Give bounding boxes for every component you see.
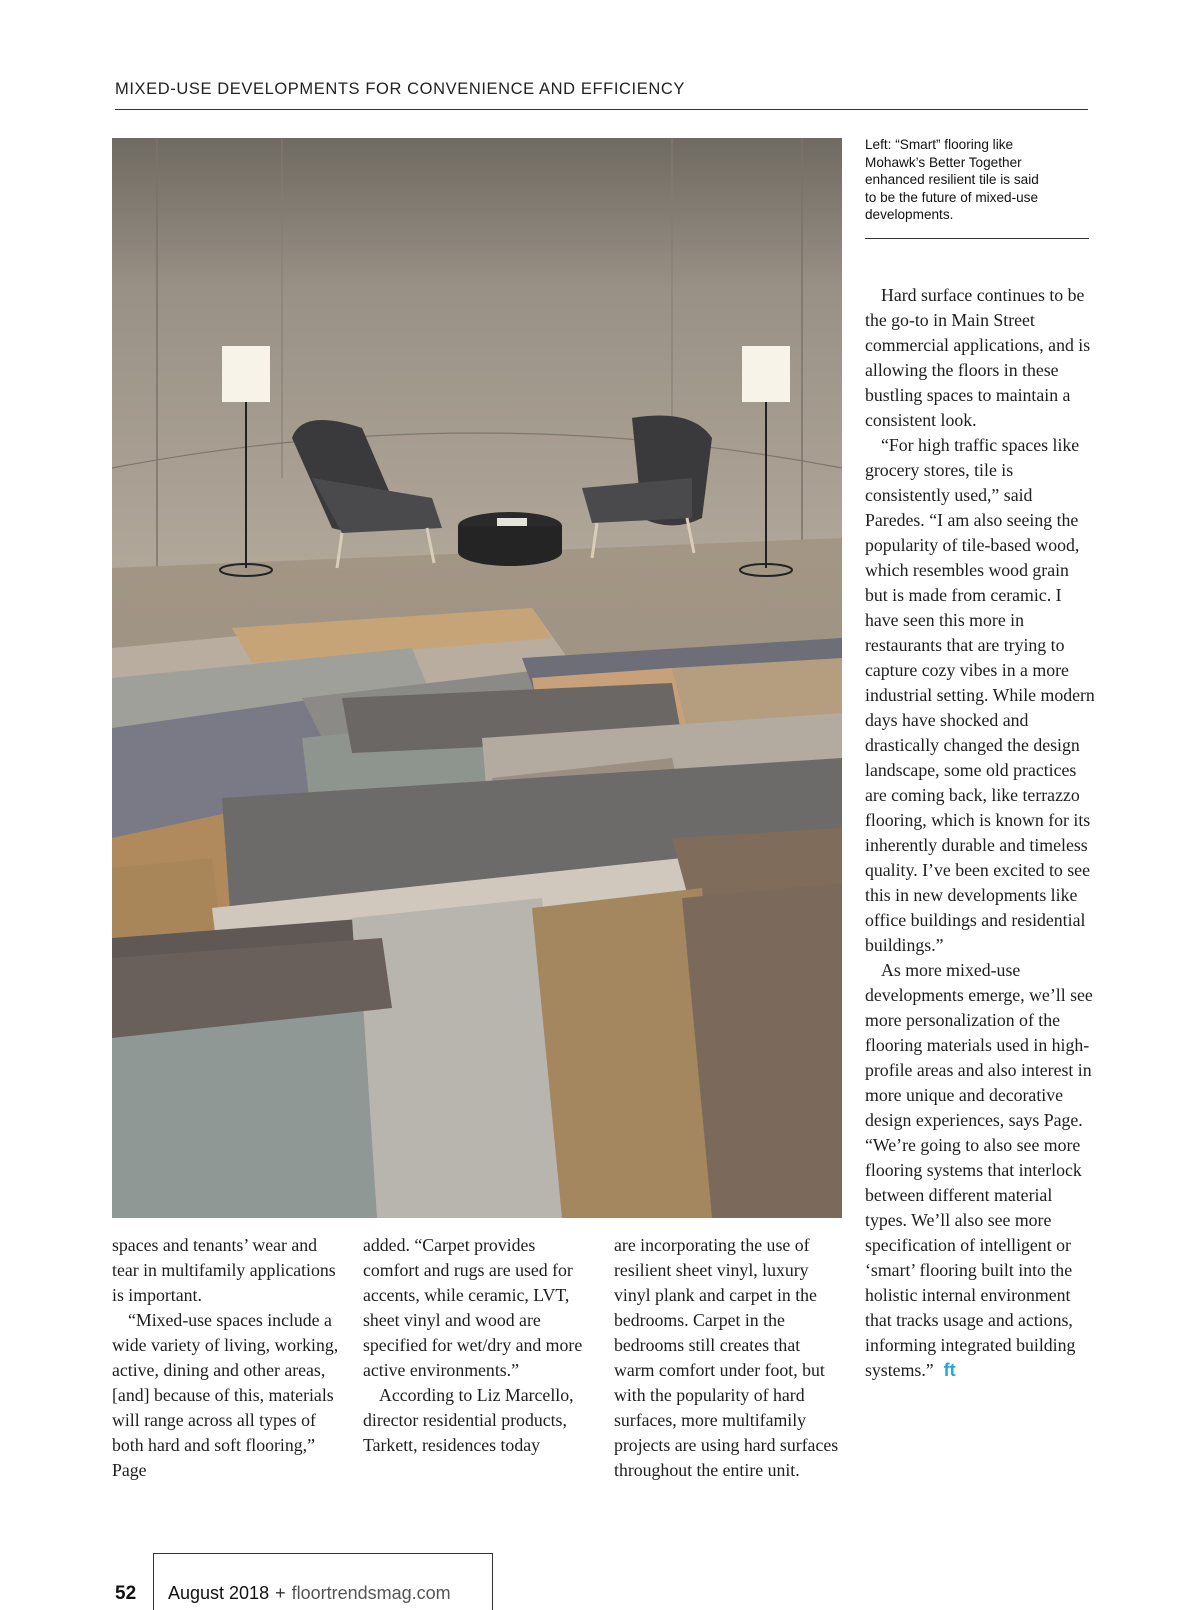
body-column-3 [614,1233,844,1483]
paragraph: According to Liz Marcello, director residential products, Tarkett, residences today [363,1385,574,1455]
paragraph-text: As more mixed-use developments emerge, we’ll see more personalization of the flooring materials used in high-profile areas and also interest in more unique and decorative design experiences, says Page. “We’re going to also see more flooring systems that interlock between different material types. We’ll also see more specification of intelligent or ‘smart’ flooring built into the holistic internal environment that tracks usage and actions, informing integrated building systems.” [865,960,1093,1380]
paragraph: “Mixed-use spaces include a wide variety of living, working, active, dining and other areas, [and] because of this, materials will range across all types of both hard and soft flooring,” Page [112,1310,339,1480]
running-header: MIXED-USE DEVELOPMENTS FOR CONVENIENCE AND EFFICIENCY [115,80,1088,110]
paragraph: Hard surface continues to be the go-to in Main Street commercial applications, and is allowing the floors in these bustling spaces to maintain a consistent look. [865,285,1091,430]
body-column-4 [865,283,1095,1383]
page-number: 52 [115,1583,137,1604]
caption-line: enhanced resilient tile is said [865,172,1039,187]
caption-line: Mohawk’s Better Together [865,154,1022,170]
body-column-2 [363,1233,593,1458]
photo-caption [865,136,1089,239]
paragraph: added. “Carpet provides comfort and rugs are used for accents, while ceramic, LVT, sheet vinyl and wood are specified for wet/dry and more active environments.” [363,1235,583,1380]
paragraph: spaces and tenants’ wear and tear in multifamily applications is important. [112,1235,336,1305]
body-column-1 [112,1233,342,1483]
paragraph: are incorporating the use of resilient sheet vinyl, luxury vinyl plank and carpet in the bedrooms. Carpet in the bedrooms still creates that warm comfort under foot, but with the popularity of hard surfaces, more multifamily projects are using hard surfaces throughout the entire unit. [614,1235,839,1480]
caption-line: Left: “Smart” flooring like [865,137,1014,152]
caption-line: developments. [865,207,954,222]
paragraph [865,958,1095,1383]
paragraph: “For high traffic spaces like grocery stores, tile is consistently used,” said Paredes. “I am also seeing the popularity of tile-based wood, which resembles wood grain but is made from ceramic. I have seen this more in restaurants that are trying to capture cozy vibes in a more industrial setting. While modern days have shocked and drastically changed the design landscape, some old practices are coming back, like terrazzo flooring, which is known for its inherently durable and timeless quality. I’ve been excited to see this in new developments like office buildings and residential buildings.” [865,435,1095,955]
issue-line [168,1583,451,1604]
interior-photo-lounge-chairs-icon [112,138,842,1218]
issue-date: August 2018 [168,1583,270,1603]
end-mark-logo: ft [943,1360,956,1380]
footer-separator: + [275,1583,286,1603]
flooring-photo [112,138,842,1218]
caption-line: to be the future of mixed-use [865,189,1039,205]
footer-box [153,1553,493,1610]
site-url[interactable]: floortrendsmag.com [291,1583,451,1603]
